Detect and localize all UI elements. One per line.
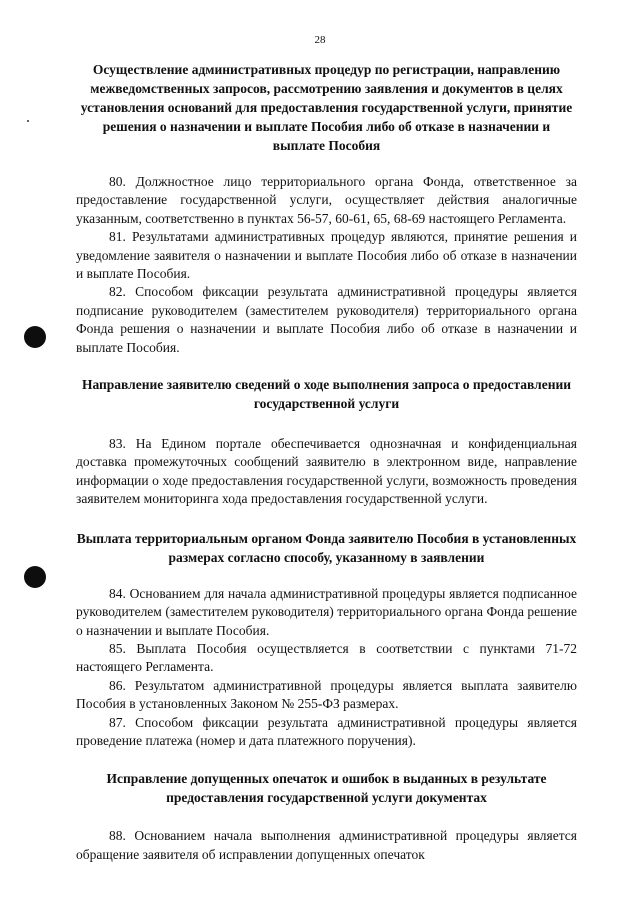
paragraph-87: 87. Способом фиксации результата административной процедуры является проведение платежа (номер и дата платежного поручения). <box>76 714 577 748</box>
punch-hole-lower <box>24 566 46 588</box>
paragraph-81: 81. Результатами административных процедур являются, принятие решения и уведомление заявителя о назначении и выплате Пособия либо об отказе в назначении и выплате Пособия. <box>76 229 577 282</box>
paragraph-80: 80. Должностное лицо территориального органа Фонда, ответственное за предоставление государственной услуги, осуществляет действия аналогичные указанным, соответственно в пунктах 56-57, 60-61, 65, 68-69 настоящего Регламента. <box>76 174 577 226</box>
paragraph-84: 84. Основанием для начала административной процедуры является подписанное руководителем (заместителем руководителя) территориального органа Фонда решение о назначении и выплате Пособия. <box>76 585 577 638</box>
paragraph-83: 83. На Едином портале обеспечивается однозначная и конфиденциальная доставка промежуточных сообщений заявителю в электронном виде, направление информации о ходе предоставления государственной услуги, возможность проведения заявителем мониторинга хода предоставления государственной услуги. <box>76 436 577 507</box>
section-heading-corrections: Исправление допущенных опечаток и ошибок в выданных в результате предоставления государственной услуги документах <box>106 771 547 806</box>
paragraph-86: 86. Результатом административной процедуры является выплата заявителю Пособия в установленных Законом № 255-ФЗ размерах. <box>76 677 577 712</box>
scan-speck <box>27 120 29 122</box>
document-body <box>76 60 577 864</box>
paragraph-88: 88. Основанием начала выполнения административной процедуры является обращение заявителя об исправлении допущенных опечаток <box>76 828 577 862</box>
paragraph-82: 82. Способом фиксации результата административной процедуры является подписание руководителем (заместителем руководителя) территориального органа Фонда решения о назначении и выплате Пособия либо об отказе в назначении и выплате Пособия. <box>76 284 577 355</box>
page-number: 28 <box>314 34 326 46</box>
section-heading-progress-info: Направление заявителю сведений о ходе выполнения запроса о предоставлении государственной услуги <box>81 377 572 412</box>
punch-hole-upper <box>24 326 46 348</box>
section-heading-payment: Выплата территориальным органом Фонда заявителю Пособия в установленных размерах согласно способу, указанному в заявлении <box>76 530 577 565</box>
section-heading-registration: Осуществление административных процедур по регистрации, направлению межведомственных запросов, рассмотрению заявления и документов в целях установления оснований для предоставления государственной услуги, принятие решения о назначении и выплате Пособия либо об отказе в назначении и выплате Пособия <box>80 62 573 153</box>
paragraph-85: 85. Выплата Пособия осуществляется в соответствии с пунктами 71-72 настоящего Регламента. <box>76 640 577 675</box>
